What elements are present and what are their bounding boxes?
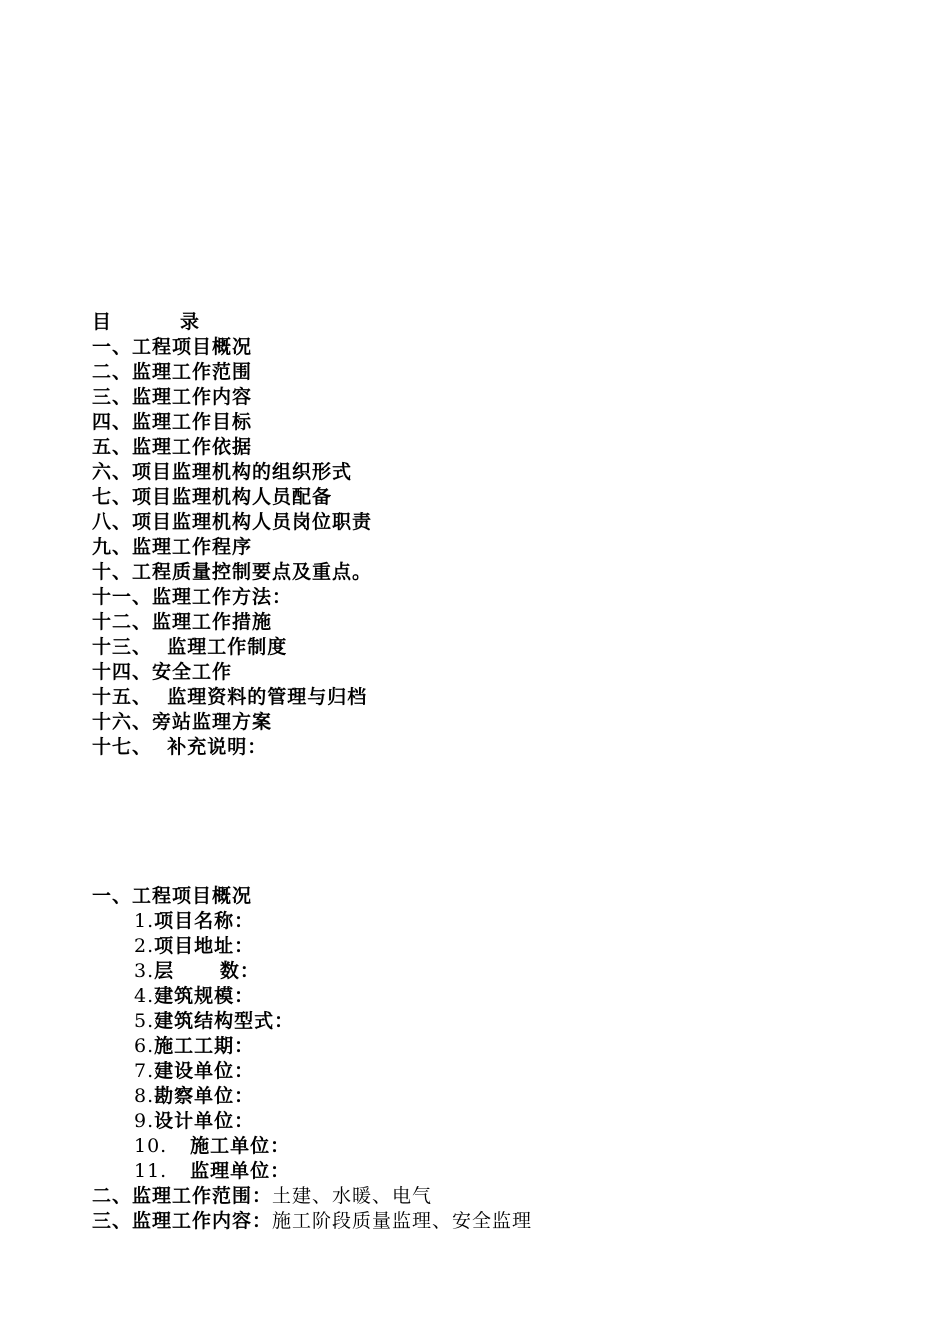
- item-number: 1.: [134, 910, 155, 932]
- toc-item: 八、项目监理机构人员岗位职责: [92, 511, 373, 533]
- toc-title-left: 目: [92, 311, 113, 333]
- content-line: [92, 1209, 532, 1234]
- overview-item: [92, 1134, 532, 1159]
- toc-item: 三、监理工作内容: [92, 386, 253, 408]
- section-heading: 一、工程项目概况: [92, 885, 253, 907]
- item-label: 设计单位：: [154, 1110, 255, 1132]
- item-label: 勘察单位：: [154, 1085, 255, 1107]
- item-label: 层 数：: [154, 960, 260, 982]
- toc-item: 四、监理工作目标: [92, 411, 253, 433]
- toc-item: 十三、 监理工作制度: [92, 636, 288, 658]
- item-number: 2.: [134, 935, 155, 957]
- item-number: 7.: [134, 1060, 155, 1082]
- table-of-contents: [92, 310, 372, 760]
- item-label: 项目地址：: [154, 935, 255, 957]
- toc-item: 一、工程项目概况: [92, 336, 253, 358]
- scope-line: [92, 1184, 532, 1209]
- overview-item: [92, 1109, 532, 1134]
- toc-title-right: 录: [180, 311, 201, 333]
- content-label: 三、监理工作内容：: [92, 1210, 273, 1232]
- toc-item: 十一、监理工作方法：: [92, 586, 293, 608]
- toc-title: [92, 310, 372, 335]
- project-overview-section: [92, 884, 532, 1234]
- item-label: 项目名称：: [154, 910, 255, 932]
- toc-item: 十六、旁站监理方案: [92, 711, 273, 733]
- content-value: 施工阶段质量监理、安全监理: [272, 1210, 533, 1232]
- overview-item: [92, 934, 532, 959]
- toc-item: 十、工程质量控制要点及重点。: [92, 561, 373, 583]
- overview-item: [92, 1059, 532, 1084]
- item-label: 施工单位：: [167, 1135, 291, 1157]
- toc-item: 十七、 补充说明：: [92, 736, 268, 758]
- item-number: 5.: [134, 1010, 155, 1032]
- item-number: 3.: [134, 960, 155, 982]
- toc-item: 五、监理工作依据: [92, 436, 253, 458]
- item-number: 4.: [134, 985, 155, 1007]
- overview-item: [92, 1159, 532, 1184]
- item-label: 建筑规模：: [154, 985, 255, 1007]
- toc-item: 六、项目监理机构的组织形式: [92, 461, 353, 483]
- overview-item: [92, 909, 532, 934]
- overview-item: [92, 1034, 532, 1059]
- toc-item: 十五、 监理资料的管理与归档: [92, 686, 368, 708]
- toc-item: 七、项目监理机构人员配备: [92, 486, 333, 508]
- item-number: 9.: [134, 1110, 155, 1132]
- item-number: 6.: [134, 1035, 155, 1057]
- item-label: 建筑结构型式：: [154, 1010, 295, 1032]
- item-label: 监理单位：: [167, 1160, 291, 1182]
- toc-item: 九、监理工作程序: [92, 536, 253, 558]
- item-number: 10.: [134, 1135, 168, 1157]
- overview-item: [92, 1009, 532, 1034]
- overview-item: [92, 959, 532, 984]
- toc-item: 十四、安全工作: [92, 661, 233, 683]
- overview-item: [92, 1084, 532, 1109]
- item-number: 8.: [134, 1085, 155, 1107]
- item-label: 施工工期：: [154, 1035, 255, 1057]
- toc-item: 十二、监理工作措施: [92, 611, 273, 633]
- scope-label: 二、监理工作范围：: [92, 1185, 273, 1207]
- toc-item: 二、监理工作范围: [92, 361, 253, 383]
- item-label: 建设单位：: [154, 1060, 255, 1082]
- overview-item: [92, 984, 532, 1009]
- item-number: 11.: [134, 1160, 168, 1182]
- scope-value: 土建、水暖、电气: [272, 1185, 433, 1207]
